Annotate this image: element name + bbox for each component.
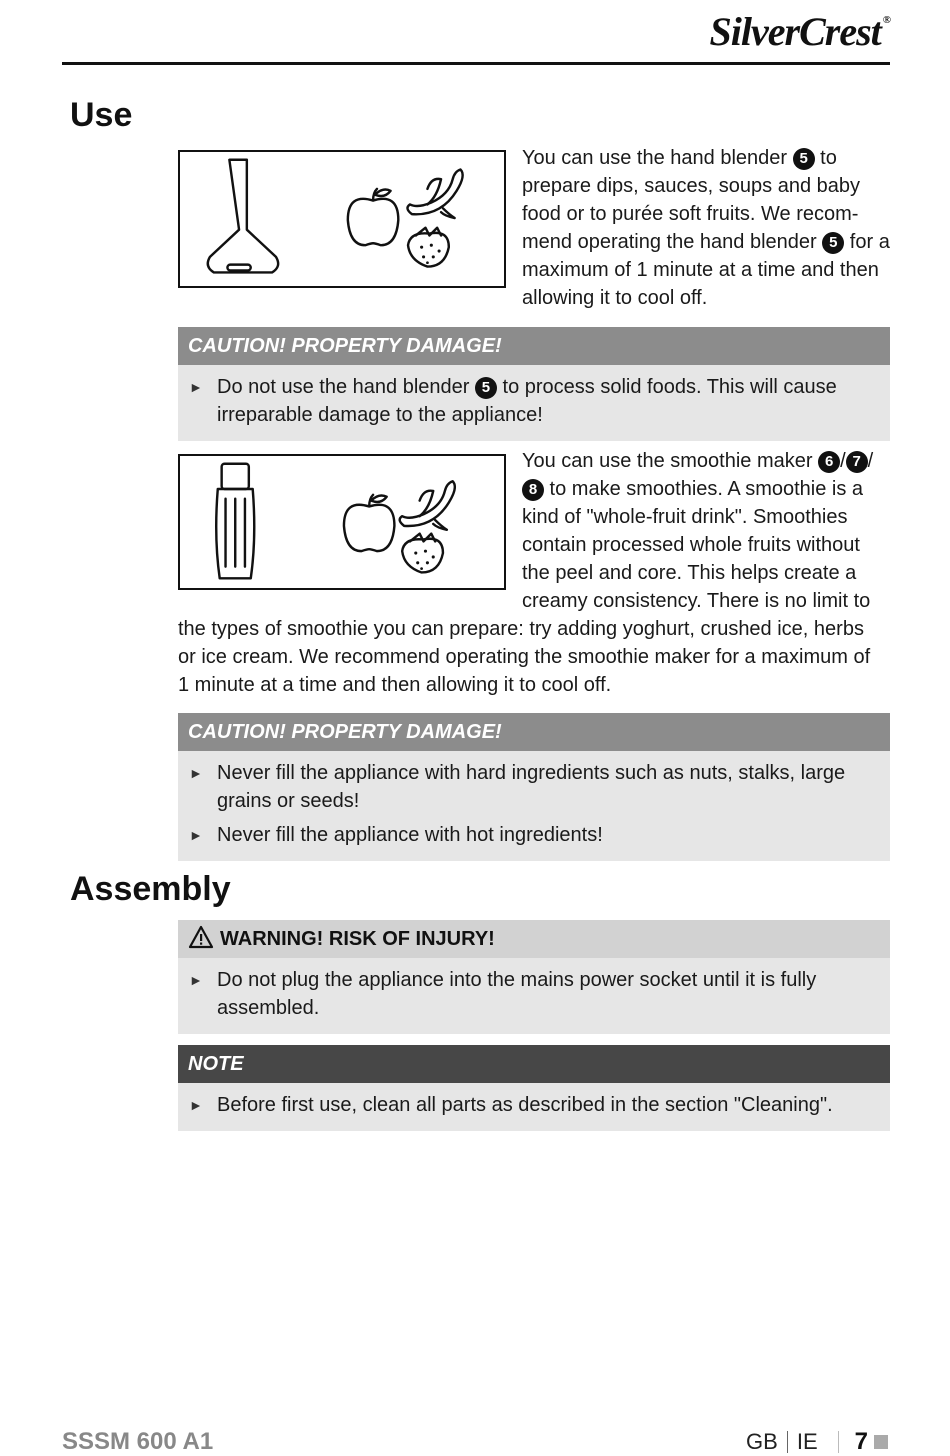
warning-title: WARNING! RISK OF INJURY! bbox=[220, 928, 495, 950]
part-number-7: 7 bbox=[846, 451, 868, 473]
slash: / bbox=[840, 450, 846, 472]
hand-blender-icon bbox=[208, 160, 278, 273]
language-gb: GB bbox=[746, 1429, 778, 1454]
warning-triangle-icon bbox=[188, 925, 214, 949]
caution-item-text: Never fill the appliance with hard ingredients such as nuts, stalks, large grains or seeds! bbox=[217, 762, 846, 812]
use-heading: Use bbox=[70, 96, 133, 134]
smoothie-paragraph-side bbox=[522, 447, 892, 615]
warning-item bbox=[178, 966, 890, 1022]
brand-name: SilverCrest bbox=[709, 9, 881, 54]
registered-mark: ® bbox=[882, 14, 890, 26]
smoothie-paragraph-full: the types of smoothie you can prepare: try adding yoghurt, crushed ice, herbs or ice cream. We recommend operating the smoothie maker for a maximum of 1 minute at a time and then allowing it to cool off. bbox=[178, 618, 871, 696]
para1-text-1: You can use the hand blender bbox=[522, 147, 793, 169]
caution-item-text: Never fill the appliance with hot ingredients! bbox=[217, 824, 603, 846]
para2-text-1: You can use the smoothie maker bbox=[522, 450, 819, 472]
language-ie: IE bbox=[796, 1429, 818, 1454]
para2-text-2: to make smoothies. A smoothie is a kind of "whole-fruit drink". Smoothies contain processed whole fruits without the peel and core. This helps create a creamy consistency. There is no limit to bbox=[522, 478, 871, 612]
warning-box bbox=[178, 920, 890, 1034]
bullet-arrow-icon: ► bbox=[189, 1097, 203, 1113]
part-number-8: 8 bbox=[522, 479, 544, 501]
page-marker-square bbox=[874, 1435, 888, 1449]
caution-box-smoothie bbox=[178, 713, 890, 861]
part-number-5: 5 bbox=[793, 148, 815, 170]
note-heading: NOTE bbox=[178, 1045, 890, 1083]
hand-blender-figure bbox=[178, 150, 506, 288]
smoothie-maker-illustration bbox=[180, 456, 504, 588]
hand-blender-paragraph bbox=[522, 144, 892, 312]
para1-text-3: for a maximum of 1 minute at a time and then allowing it to cool off. bbox=[522, 231, 890, 309]
assembly-heading: Assembly bbox=[70, 870, 231, 908]
banana-icon bbox=[400, 481, 455, 526]
divider bbox=[787, 1431, 788, 1453]
divider bbox=[838, 1431, 839, 1453]
smoothie-bottle-icon bbox=[216, 464, 254, 579]
caution-item-text: Do not use the hand blender bbox=[217, 376, 475, 398]
hand-blender-illustration bbox=[180, 152, 504, 286]
caution-box-hand-blender bbox=[178, 327, 890, 441]
caution-item bbox=[178, 373, 890, 429]
caution-heading: CAUTION! PROPERTY DAMAGE! bbox=[178, 713, 890, 751]
para1-text-2: to prepare dips, sauces, soups and baby food or to purée soft fruits. We recom-mend operating the hand blender bbox=[522, 147, 860, 253]
warning-item-text: Do not plug the appliance into the mains power socket until it is fully assembled. bbox=[217, 969, 817, 1019]
part-number-5: 5 bbox=[475, 377, 497, 399]
banana-icon bbox=[407, 169, 462, 214]
note-item-text: Before first use, clean all parts as described in the section "Cleaning". bbox=[217, 1094, 833, 1116]
bullet-arrow-icon: ► bbox=[189, 379, 203, 395]
footer-model-number: SSSM 600 A1 bbox=[62, 1428, 214, 1455]
apple-icon bbox=[348, 199, 398, 245]
strawberry-icon bbox=[402, 539, 443, 573]
caution-item-text: to process solid foods. This will cause irreparable damage to the appliance! bbox=[217, 376, 837, 426]
note-item bbox=[178, 1091, 890, 1119]
part-number-5: 5 bbox=[822, 232, 844, 254]
caution-item bbox=[178, 759, 890, 815]
smoothie-maker-figure bbox=[178, 454, 506, 590]
slash: / bbox=[867, 450, 874, 472]
caution-heading: CAUTION! PROPERTY DAMAGE! bbox=[178, 327, 890, 365]
strawberry-icon bbox=[408, 233, 449, 267]
caution-item bbox=[178, 821, 890, 849]
part-number-6: 6 bbox=[818, 451, 840, 473]
bullet-arrow-icon: ► bbox=[189, 972, 203, 988]
note-box bbox=[178, 1045, 890, 1131]
bullet-arrow-icon: ► bbox=[189, 827, 203, 843]
footer-page-info bbox=[746, 1428, 888, 1456]
header-rule bbox=[62, 62, 890, 65]
apple-icon bbox=[344, 505, 394, 551]
page-number: 7 bbox=[854, 1428, 868, 1455]
bullet-arrow-icon: ► bbox=[189, 765, 203, 781]
brand-logo bbox=[710, 8, 890, 55]
warning-heading bbox=[178, 920, 890, 958]
